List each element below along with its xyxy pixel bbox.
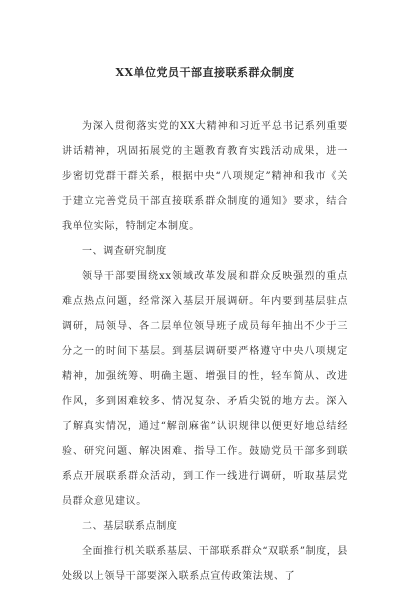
intro-paragraph: 为深入贯彻落实党的XX大精神和习近平总书记系列重要讲话精神，巩固拓展党的主题教育教育实践活动成果，进一步密切党群干群关系，根据中央“八项规定”精神和我市《关于建立完善党员干部直接联系群众制度的通知》要求，结合我单位实际，特制定本制度。 (62, 121, 348, 232)
section-heading-research: 一、调查研究制度 (82, 246, 167, 257)
section-body-contact-points: 全面推行机关联系基层、干部联系群众“双联系”制度，县处级以上领导干部要深入联系点宣传政策法规、了 (62, 546, 348, 582)
document-title: XX单位党员干部直接联系群众制度 (115, 66, 295, 79)
section-heading-contact-points: 二、基层联系点制度 (82, 521, 178, 532)
section-body-research: 领导干部要围绕xx领域改革发展和群众反映强烈的重点难点热点问题，经常深入基层开展调研。年内要到基层驻点调研，局领导、各二层单位领导班子成员每年抽出不少于三分之一的时间下基层。到基层调研要严格遵守中央八项规定精神，加强统筹、明确主题、增强目的性，轻车简从、改进作风，多到困难较多、情况复杂、矛盾尖锐的地方去。深入了解真实情况，通过“解剖麻雀”认识规律以便更好地总结经验、研究问题、解决困难、指导工作。鼓励党员干部多到联系点开展联系群众活动，到工作一线进行调研，听取基层党员群众意见建议。 (62, 271, 348, 507)
